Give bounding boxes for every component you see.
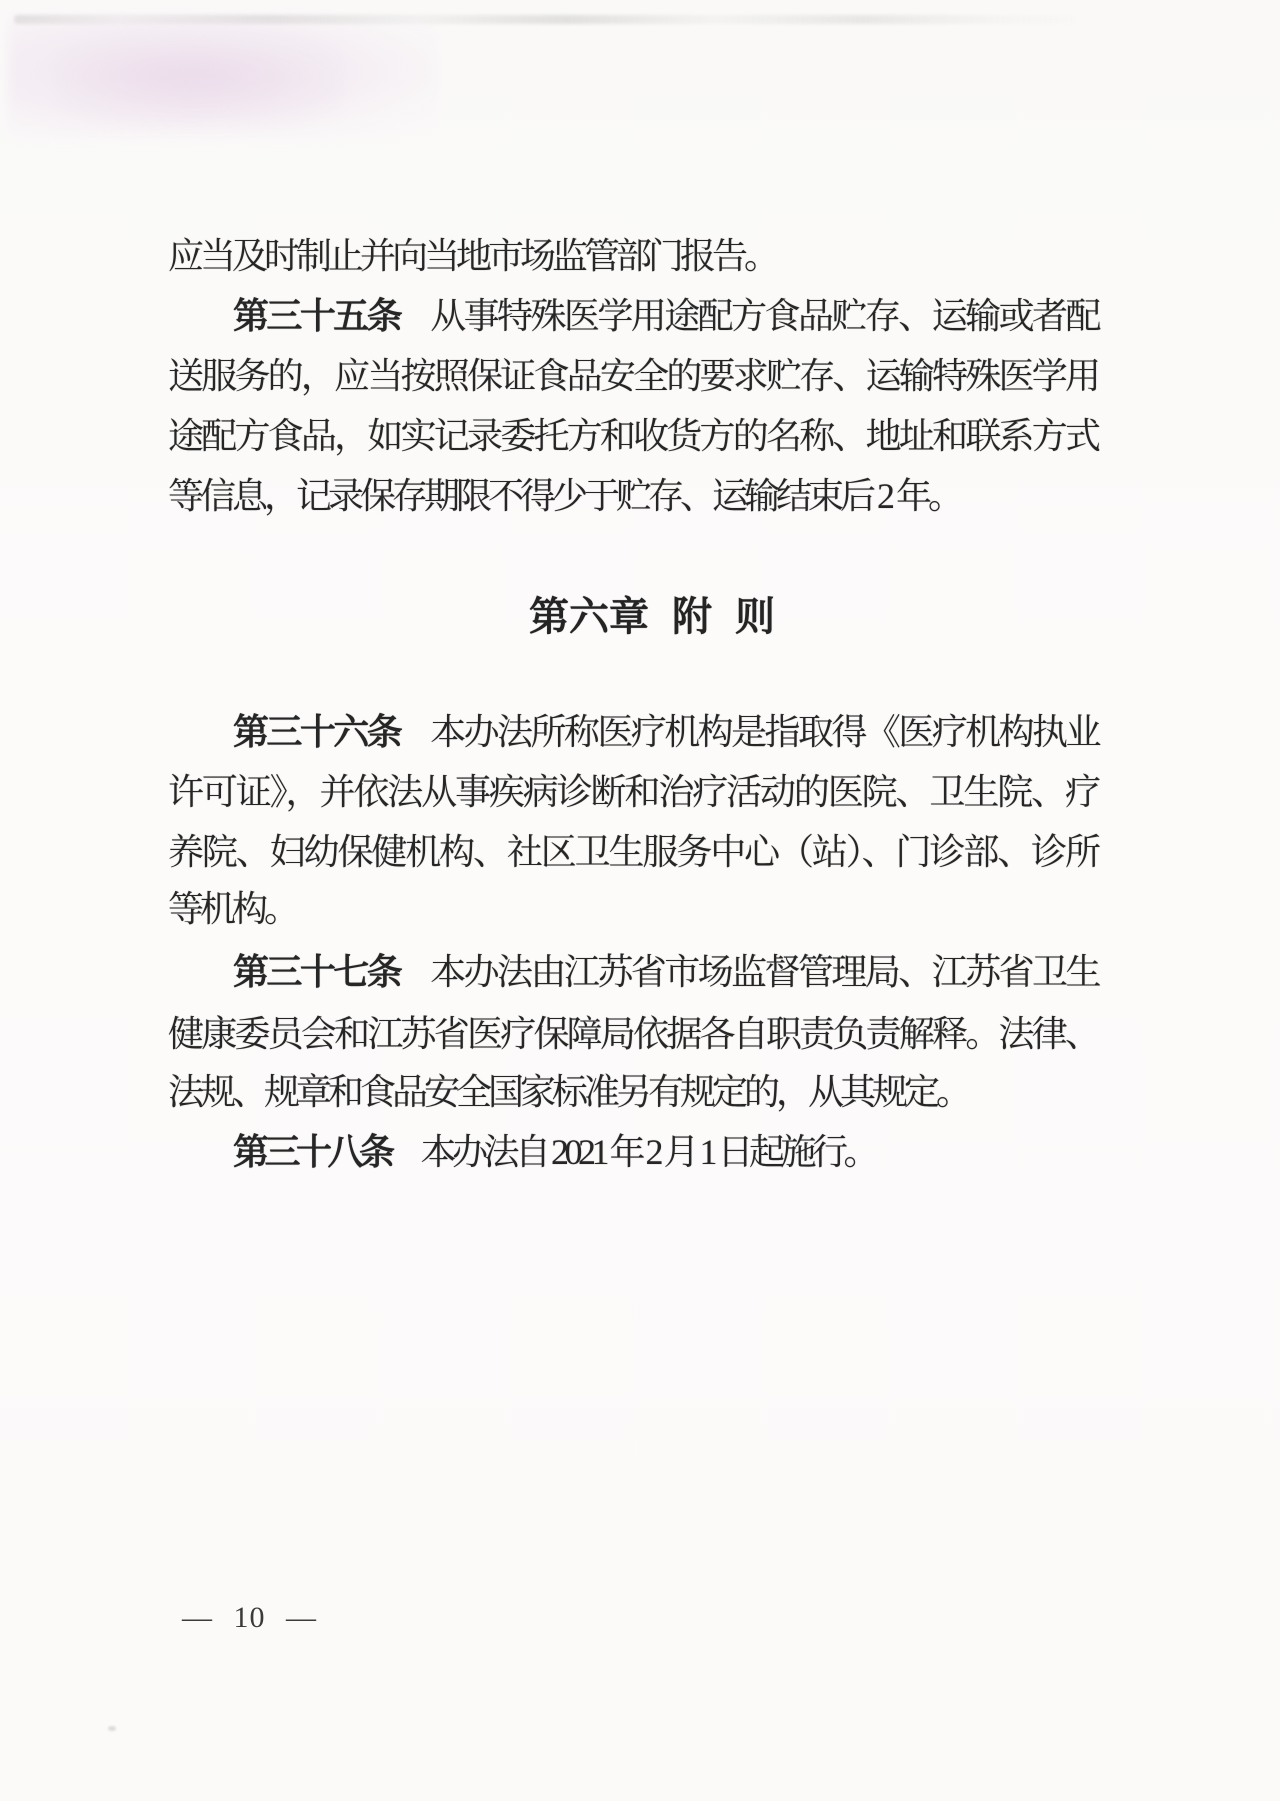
line-text: 等机构。 <box>168 889 297 929</box>
text-line <box>168 1011 1097 1057</box>
scan-artifact-speck <box>108 1726 116 1731</box>
line-text: 本办法所称医疗机构是指取得《医疗机构执业 <box>430 712 1097 752</box>
text-line <box>168 886 1097 932</box>
text-line <box>168 413 1097 459</box>
text-line <box>168 829 1097 875</box>
line-text: 本办法自 2021 年 2 月 1 日起施行。 <box>420 1132 876 1172</box>
page-number: — 10 — <box>182 1601 317 1634</box>
article-number-label: 第三十八条 <box>233 1131 391 1172</box>
article-number-label: 第三十七条 <box>233 951 401 992</box>
line-text: 从事特殊医学用途配方食品贮存、运输或者配 <box>430 296 1097 336</box>
line-text: 送服务的，应当按照保证食品安全的要求贮存、运输特殊医学用 <box>168 356 1097 396</box>
text-line <box>168 1129 1097 1175</box>
line-text: 本办法由江苏省市场监督管理局、江苏省卫生 <box>430 952 1097 992</box>
line-text: 养院、妇幼保健机构、社区卫生服务中心（站）、门诊部、诊所 <box>168 832 1097 872</box>
text-line <box>168 1069 1097 1115</box>
text-line <box>168 949 1097 995</box>
chapter-title-char: 则 <box>735 595 775 639</box>
scan-artifact-blotch <box>60 38 340 122</box>
chapter-number: 第六章 <box>529 595 649 639</box>
text-line <box>168 233 1097 279</box>
chapter-heading <box>529 594 775 640</box>
line-text: 法规、规章和食品安全国家标准另有规定的，从其规定。 <box>168 1072 969 1112</box>
line-text: 许可证》，并依法从事疾病诊断和治疗活动的医院、卫生院、疗 <box>168 772 1097 812</box>
line-text: 途配方食品，如实记录委托方和收货方的名称、地址和联系方式 <box>168 416 1097 456</box>
text-line <box>168 709 1097 755</box>
text-line <box>168 293 1097 339</box>
line-text: 健康委员会和江苏省医疗保障局依据各自职责负责解释。法律、 <box>168 1014 1097 1054</box>
text-line <box>168 353 1097 399</box>
chapter-title-char: 附 <box>672 595 712 639</box>
line-text: 应当及时制止并向当地市场监管部门报告。 <box>168 236 777 276</box>
text-line <box>168 769 1097 815</box>
article-number-label: 第三十五条 <box>233 295 401 336</box>
article-number-label: 第三十六条 <box>233 711 401 752</box>
line-text: 等信息，记录保存期限不得少于贮存、运输结束后 2 年。 <box>168 476 961 516</box>
text-line <box>168 473 1097 519</box>
